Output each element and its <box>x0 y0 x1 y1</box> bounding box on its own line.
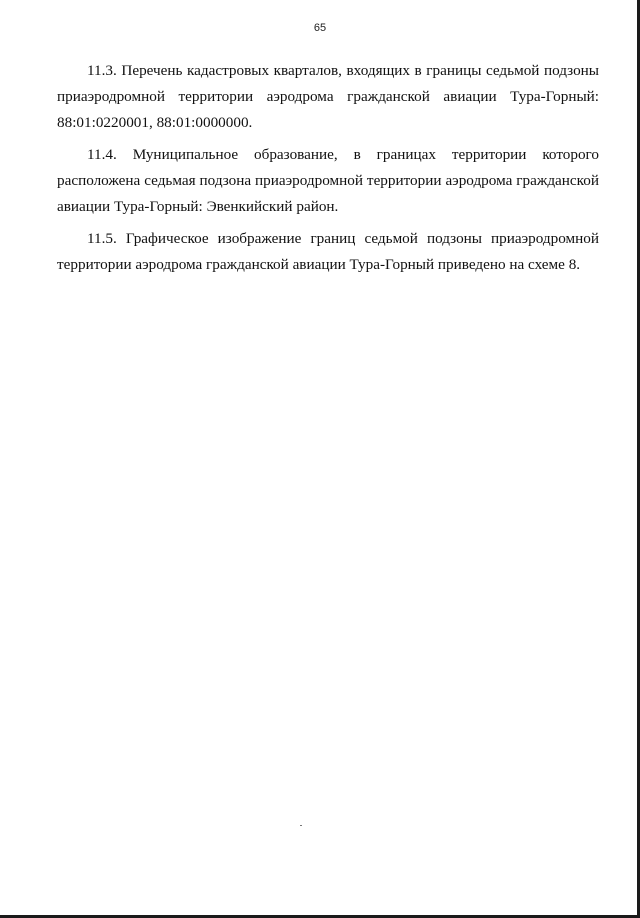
page-number: 65 <box>313 22 327 34</box>
paragraph-11-3: 11.3. Перечень кадастровых кварталов, входящих в границы седьмой подзоны приаэродромной территории аэродрома гражданской авиации Тура-Горный: 88:01:0220001, 88:01:0000000. <box>57 62 599 131</box>
scan-speck <box>300 825 302 826</box>
paragraph-11-4: 11.4. Муниципальное образование, в границах территории которого расположена седьмая подзона приаэродромной территории аэродрома гражданской авиации Тура-Горный: Эвенкийский район. <box>57 146 599 215</box>
document-body <box>57 58 599 284</box>
paragraph-11-5: 11.5. Графическое изображение границ седьмой подзоны приаэродромной территории аэродрома гражданской авиации Тура-Горный приведено на схеме 8. <box>57 230 599 273</box>
